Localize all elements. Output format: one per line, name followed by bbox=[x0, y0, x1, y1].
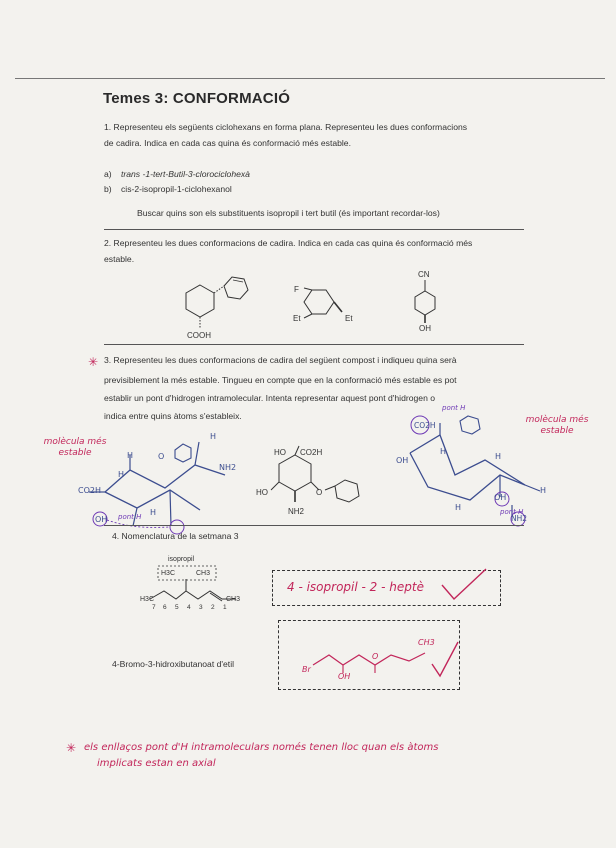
q3-left-h4: H bbox=[150, 508, 157, 517]
q4-checkmark-2 bbox=[430, 640, 460, 680]
q4-answer-2-oh: OH bbox=[338, 672, 351, 681]
q4-struct-ch3-right: CH3 bbox=[226, 596, 241, 603]
divider-2 bbox=[104, 344, 524, 345]
q1-item-a-label: a) bbox=[104, 169, 112, 179]
q3-center-nh2: NH2 bbox=[288, 507, 305, 516]
q4-chain-num-7: 7 bbox=[152, 604, 156, 611]
q4-chain-num-6: 6 bbox=[163, 604, 167, 611]
q1-line2: de cadira. Indica en cada cas quina és conformació més estable. bbox=[104, 138, 351, 148]
q1-item-b-label: b) bbox=[104, 184, 112, 194]
q2-line1: 2. Representeu les dues conformacions de cadira. Indica en cada cas quina és conformació més bbox=[104, 238, 473, 248]
q3-center-ho-left: HO bbox=[256, 488, 268, 497]
q4-chain-num-2: 2 bbox=[211, 604, 215, 611]
q3-left-note: molècula més estable bbox=[43, 437, 107, 458]
q4-struct-h3c-top: H3C bbox=[161, 570, 176, 577]
q1-item-b-text: cis-2-isopropil-1-ciclohexanol bbox=[121, 184, 232, 194]
q1-line1: 1. Representeu els següents ciclohexans en forma plana. Representeu les dues conformacions bbox=[104, 122, 468, 132]
footnote-line-1: els enllaços pont d'H intramoleculars només tenen lloc quan els àtoms bbox=[84, 742, 439, 753]
q3-line3: establir un pont d'hidrogen intramolecular. Intenta representar aquest pont d'hidrogen o bbox=[104, 393, 436, 403]
q3-line4: indica entre quins àtoms s'estableix. bbox=[104, 411, 242, 421]
q3-right-h4: H bbox=[495, 452, 502, 461]
q3-right-pont-h-bottom: pont H bbox=[500, 508, 524, 516]
q3-left-h1: H bbox=[127, 451, 134, 460]
q4-compound-name: 4-Bromo-3-hidroxibutanoat d'etil bbox=[112, 659, 235, 669]
q3-left-h2: H bbox=[210, 432, 217, 441]
q3-right-h2: H bbox=[455, 503, 462, 512]
divider-3 bbox=[104, 525, 524, 526]
q3-star: ✳ bbox=[88, 355, 99, 369]
q2-mol2-et-right: Et bbox=[345, 314, 353, 323]
q3-right-oh1: OH bbox=[396, 456, 409, 465]
q4-struct-ch3-top: CH3 bbox=[196, 570, 211, 577]
footnote-line-2: implicats estan en axial bbox=[97, 758, 216, 769]
q2-mol3-oh: OH bbox=[419, 324, 431, 333]
q4-answer-1: 4 - isopropil - 2 - heptè bbox=[287, 580, 424, 594]
q4-answer-2-o: O bbox=[372, 652, 379, 661]
q4-chain-num-5: 5 bbox=[175, 604, 179, 611]
page-title: Temes 3: CONFORMACIÓ bbox=[103, 90, 291, 107]
q4-chain-num-1: 1 bbox=[223, 604, 227, 611]
q2-mol3-cn: CN bbox=[418, 270, 430, 279]
q4-chain-num-4: 4 bbox=[187, 604, 191, 611]
footnote-star: ✳ bbox=[66, 741, 77, 755]
q3-left-oh: OH bbox=[95, 515, 108, 524]
q3-right-h1: H bbox=[440, 447, 447, 456]
q4-answer-2-ch3: CH3 bbox=[418, 638, 435, 647]
q2-mol1-cooh: COOH bbox=[187, 331, 211, 340]
q3-right-pont-h-top: pont H bbox=[442, 404, 466, 412]
top-rule bbox=[15, 78, 605, 79]
q3-right-h3: H bbox=[540, 486, 547, 495]
q3-right-note: molècula més estable bbox=[525, 415, 589, 436]
divider-1 bbox=[104, 229, 524, 230]
q3-center-co2h: CO2H bbox=[300, 448, 323, 457]
q4-isopropyl-label: isopropil bbox=[168, 556, 195, 563]
q3-right-oh2: OH bbox=[494, 493, 507, 502]
q4-answer-2-br: Br bbox=[302, 665, 311, 674]
q1-item-a-text: trans -1-tert-Butil-3-clorociclohexà bbox=[121, 169, 250, 179]
q3-center-ho-top: HO bbox=[274, 448, 286, 457]
q3-right-nh2: NH2 bbox=[511, 514, 528, 523]
q3-left-co2h: CO2H bbox=[78, 486, 101, 495]
q3-line1: 3. Representeu les dues conformacions de cadira del següent compost i indiqueu quina serà bbox=[104, 355, 457, 365]
q1-hint: Buscar quins son els substituents isopropil i tert butil (és important recordar-los) bbox=[137, 208, 440, 218]
q4-chain-num-3: 3 bbox=[199, 604, 203, 611]
q2-mol2-et-left: Et bbox=[293, 314, 301, 323]
q3-center-o: O bbox=[316, 488, 323, 497]
q2-line2: estable. bbox=[104, 254, 135, 264]
q4-title: 4. Nomenclatura de la setmana 3 bbox=[112, 531, 239, 541]
q3-left-nh2: NH2 bbox=[219, 463, 237, 472]
q2-mol2-f: F bbox=[294, 285, 299, 294]
q3-left-pont-h: pont H bbox=[118, 513, 142, 521]
q3-left-h3: H bbox=[118, 470, 125, 479]
q3-left-o: O bbox=[158, 452, 165, 461]
q3-right-chair-drawing bbox=[390, 415, 560, 530]
q4-checkmark-1 bbox=[440, 567, 490, 602]
q3-right-co2h: CO2H bbox=[414, 421, 436, 430]
q4-struct-h3c-left: H3C bbox=[140, 596, 155, 603]
q3-line2: previsiblement la més estable. Tingueu en compte que en la conformació més estable es pot bbox=[104, 375, 457, 385]
